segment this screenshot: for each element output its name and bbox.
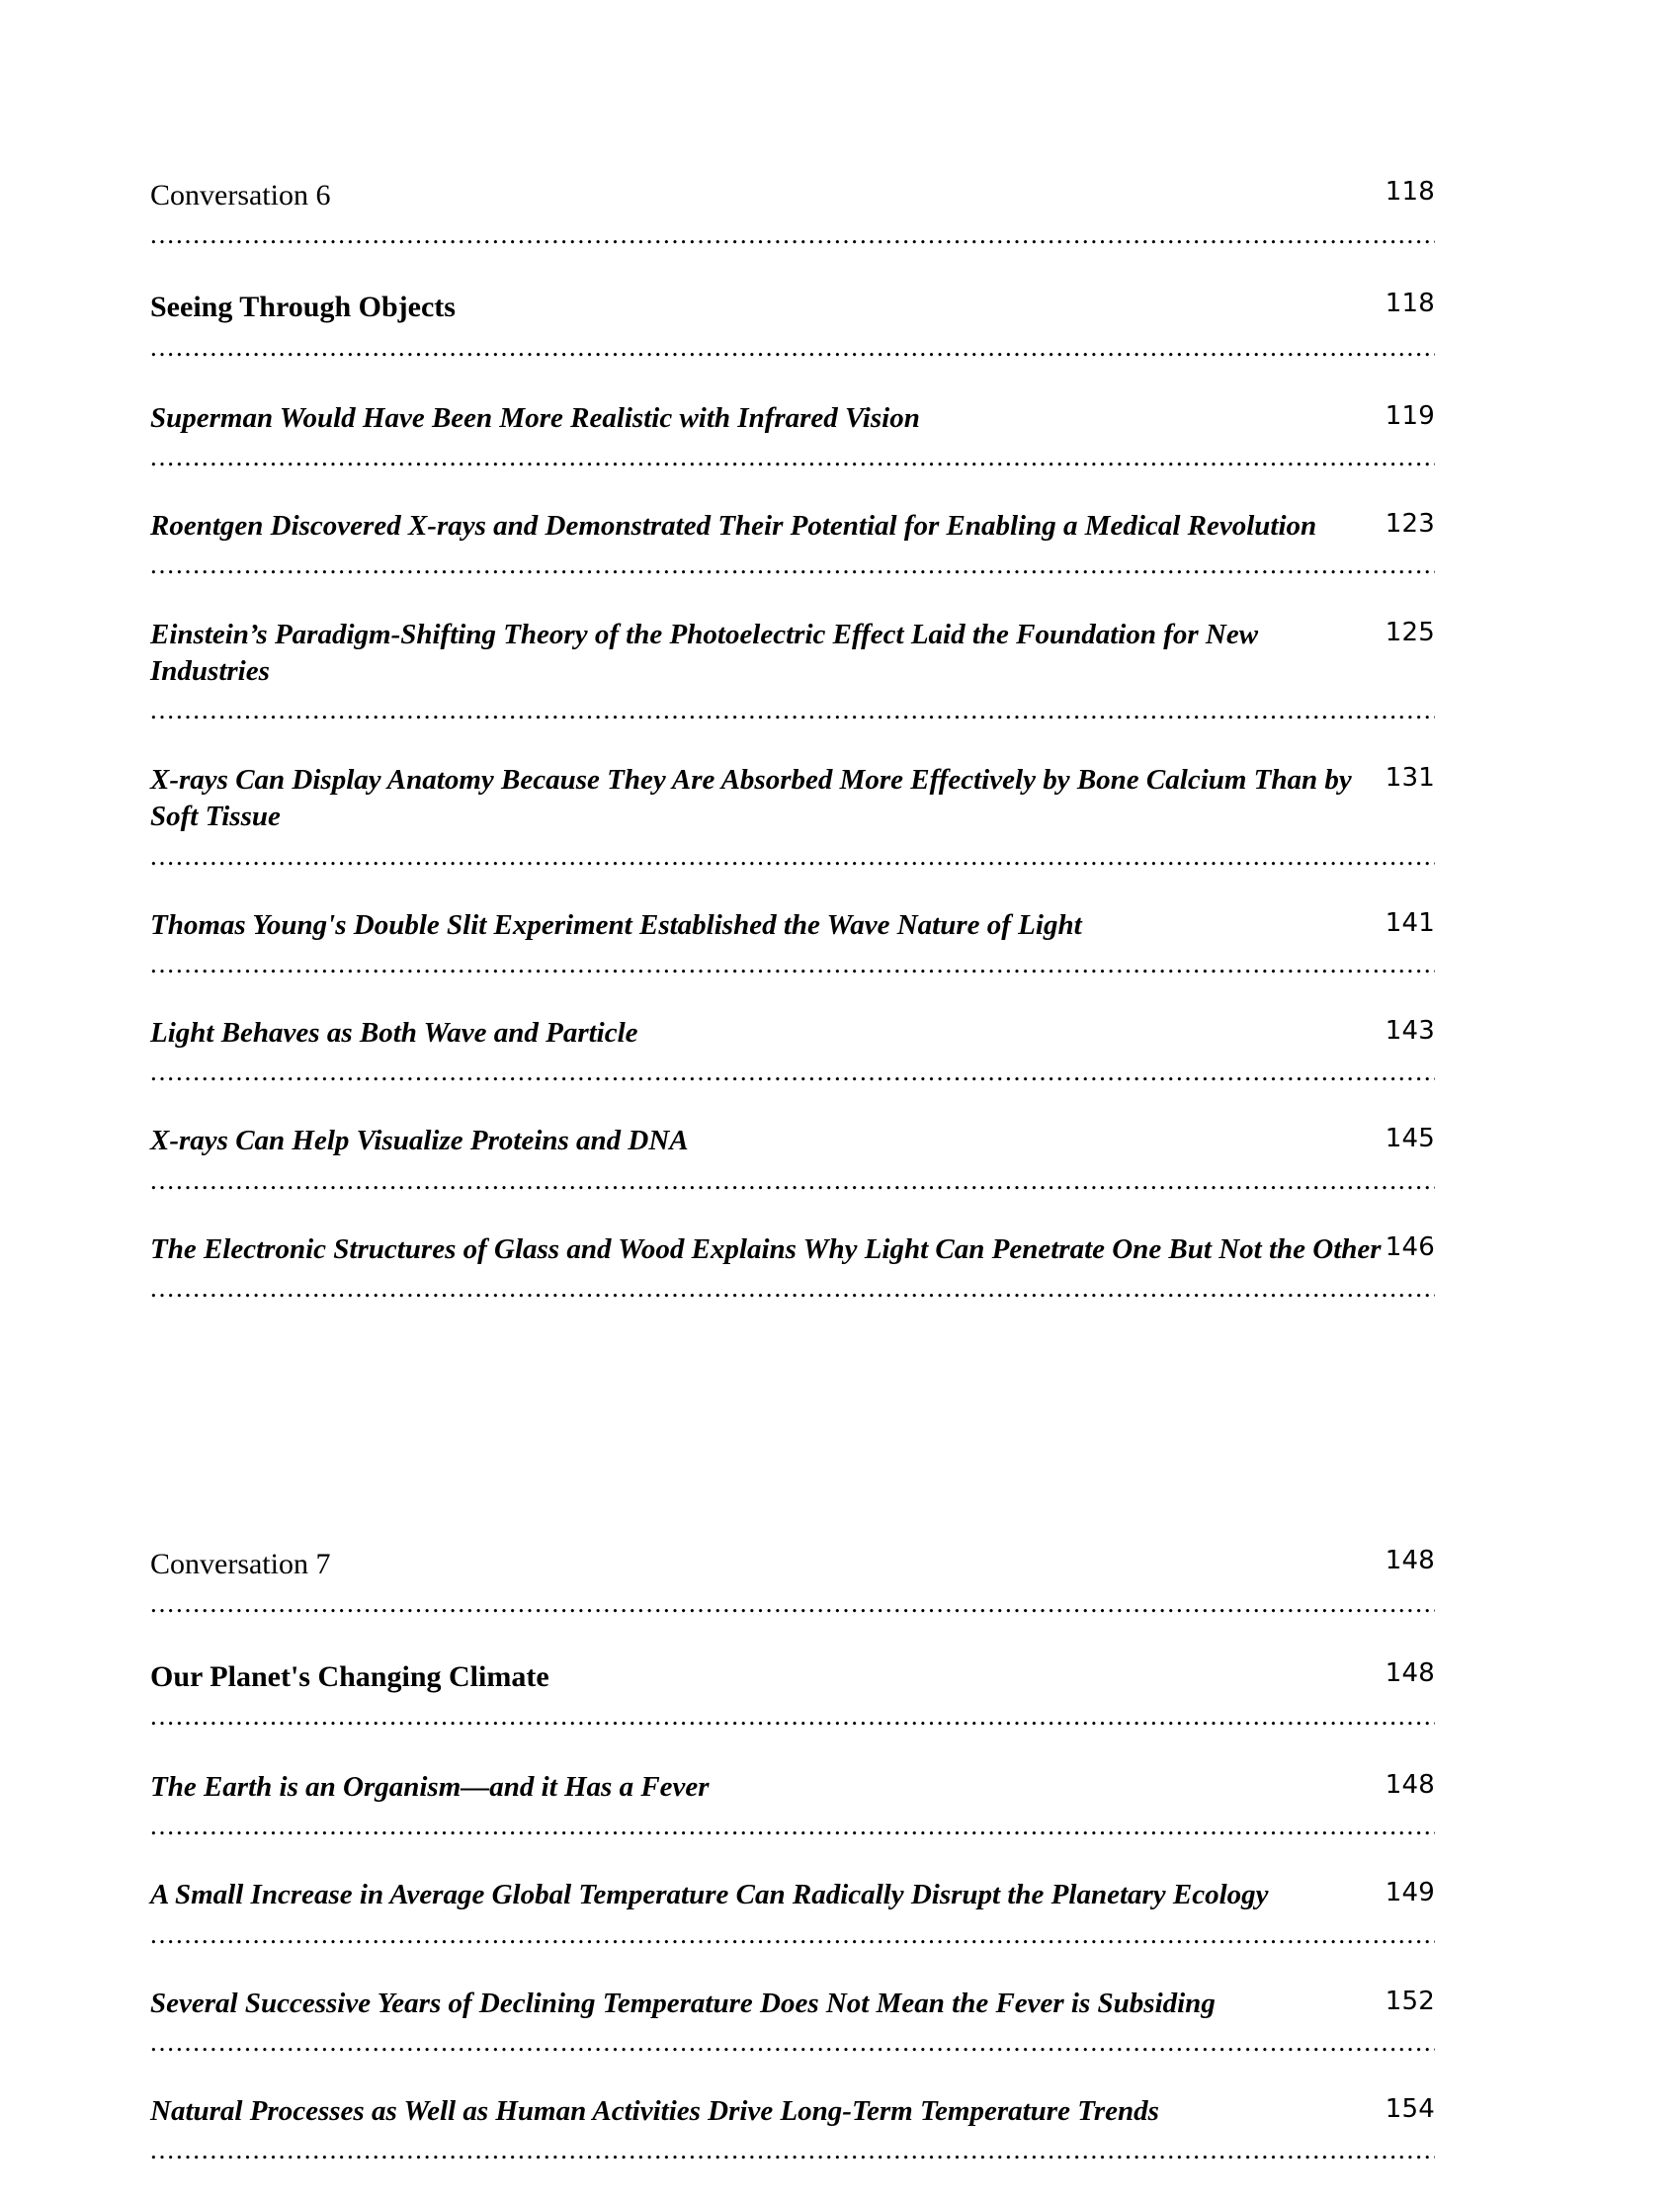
dot-leader: [150, 693, 1435, 727]
toc-entry-title: Conversation 6: [150, 179, 331, 212]
toc-entry-title: Einstein’s Paradigm-Shifting Theory of the Photoelectric Effect Laid the Foundation for New Industries: [150, 618, 1259, 688]
dot-leader: [150, 1055, 1435, 1089]
toc-page-number: 148: [1385, 1657, 1435, 1688]
toc-entry-body: [150, 176, 1435, 252]
toc-entry-title: Superman Would Have Been More Realistic with Infrared Vision: [150, 401, 920, 434]
dot-leader: [150, 1586, 1435, 1621]
dot-leader: [150, 330, 1435, 365]
toc-entry-body: [150, 617, 1435, 728]
dot-leader: [150, 440, 1435, 474]
toc-page-number: 149: [1385, 1878, 1435, 1908]
toc-entry-body: [150, 1877, 1435, 1951]
toc-page-number: 143: [1385, 1016, 1435, 1046]
toc-entry-title: Several Successive Years of Declining Temperature Does Not Mean the Fever is Subsiding: [150, 1987, 1216, 2019]
toc-entry-body: [150, 288, 1435, 364]
dot-leader: [150, 548, 1435, 582]
dot-leader: [150, 2025, 1435, 2060]
toc-page-number: 118: [1385, 177, 1435, 207]
toc-entry[interactable]: [150, 2093, 1435, 2167]
table-of-contents: [150, 176, 1435, 2201]
section-gap: [150, 1339, 1435, 1545]
dot-leader: [150, 1917, 1435, 1952]
toc-entry-title: Roentgen Discovered X-rays and Demonstrated Their Potential for Enabling a Medical Revolution: [150, 510, 1317, 543]
toc-entry-title: Seeing Through Objects: [150, 291, 456, 324]
toc-entry-body: [150, 1545, 1435, 1621]
toc-entry-body: [150, 1986, 1435, 2060]
toc-entry[interactable]: [150, 1545, 1435, 1621]
toc-entry[interactable]: [150, 176, 1435, 252]
toc-entry[interactable]: [150, 1015, 1435, 1089]
dot-leader: [150, 2133, 1435, 2167]
toc-page-number: 148: [1385, 1769, 1435, 1800]
toc-entry-title: Light Behaves as Both Wave and Particle: [150, 1017, 638, 1049]
toc-entry-title: Natural Processes as Well as Human Activities Drive Long-Term Temperature Trends: [150, 2095, 1159, 2127]
toc-entry-body: [150, 1231, 1435, 1306]
dot-leader: [150, 217, 1435, 252]
dot-leader: [150, 1271, 1435, 1306]
toc-page-number: 119: [1385, 400, 1435, 431]
toc-page-number: 148: [1385, 1546, 1435, 1576]
toc-section-conversation-6: [150, 176, 1435, 1306]
toc-entry-title: X-rays Can Display Anatomy Because They Are Absorbed More Effectively by Bone Calcium Than by Soft Tissue: [150, 763, 1352, 833]
toc-entry-title: X-rays Can Help Visualize Proteins and DNA: [150, 1125, 689, 1157]
toc-section-conversation-7: [150, 1545, 1435, 2167]
toc-page-number: 118: [1385, 289, 1435, 319]
toc-entry[interactable]: [150, 762, 1435, 874]
dot-leader: [150, 1809, 1435, 1843]
toc-entry-title: Thomas Young's Double Slit Experiment Established the Wave Nature of Light: [150, 908, 1082, 941]
toc-entry-title: Conversation 7: [150, 1548, 331, 1581]
toc-entry[interactable]: [150, 1877, 1435, 1951]
toc-entry[interactable]: [150, 1986, 1435, 2060]
toc-entry[interactable]: [150, 508, 1435, 582]
toc-entry[interactable]: [150, 1657, 1435, 1734]
toc-entry-title: A Small Increase in Average Global Temperature Can Radically Disrupt the Planetary Ecology: [150, 1879, 1269, 1911]
toc-entry-body: [150, 1123, 1435, 1197]
toc-entry[interactable]: [150, 1231, 1435, 1306]
toc-page-number: 125: [1385, 617, 1435, 647]
toc-entry-body: [150, 400, 1435, 474]
toc-page-number: 131: [1385, 762, 1435, 793]
toc-entry[interactable]: [150, 288, 1435, 364]
toc-entry-body: [150, 1769, 1435, 1843]
toc-page-number: 152: [1385, 1986, 1435, 2016]
toc-entry[interactable]: [150, 907, 1435, 981]
toc-entry-body: [150, 907, 1435, 981]
toc-page-number: 145: [1385, 1124, 1435, 1154]
toc-page-number: 146: [1385, 1231, 1435, 1262]
toc-entry-body: [150, 762, 1435, 874]
dot-leader: [150, 1699, 1435, 1734]
toc-entry-title: Our Planet's Changing Climate: [150, 1659, 549, 1693]
dot-leader: [150, 947, 1435, 981]
toc-entry[interactable]: [150, 617, 1435, 728]
toc-page-number: 123: [1385, 509, 1435, 540]
toc-entry[interactable]: [150, 1123, 1435, 1197]
toc-entry[interactable]: [150, 400, 1435, 474]
dot-leader: [150, 839, 1435, 874]
toc-entry-body: [150, 2093, 1435, 2167]
toc-page-number: 154: [1385, 2094, 1435, 2124]
toc-entry-body: [150, 508, 1435, 582]
toc-entry[interactable]: [150, 1769, 1435, 1843]
toc-entry-body: [150, 1015, 1435, 1089]
toc-entry-title: The Earth is an Organism—and it Has a Fever: [150, 1770, 710, 1803]
toc-page-number: 141: [1385, 907, 1435, 938]
dot-leader: [150, 1163, 1435, 1198]
toc-entry-title: The Electronic Structures of Glass and Wood Explains Why Light Can Penetrate One But Not the Other: [150, 1232, 1382, 1265]
toc-entry-body: [150, 1657, 1435, 1734]
